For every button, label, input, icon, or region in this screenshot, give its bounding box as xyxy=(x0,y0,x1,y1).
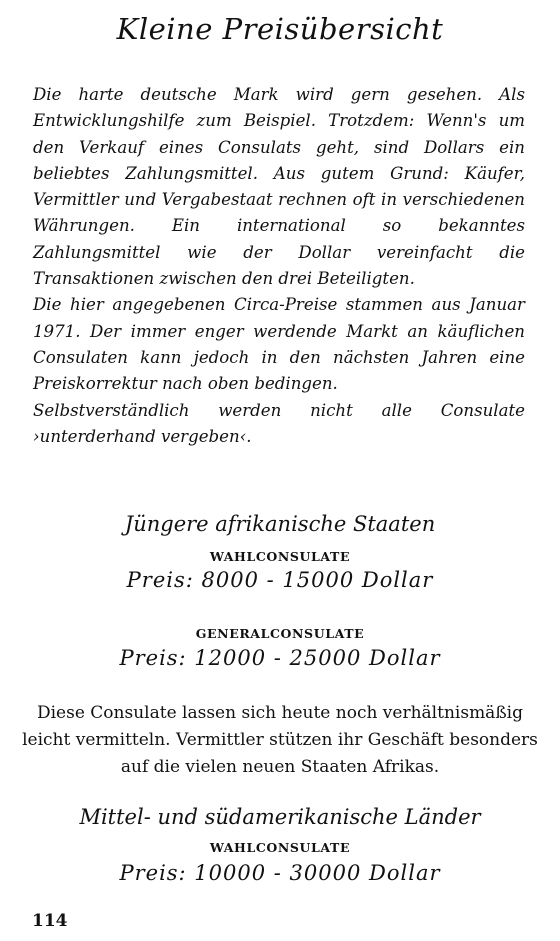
intro-text xyxy=(33,82,525,450)
price-generalconsulate-africa: Preis: 12000 - 25000 Dollar xyxy=(119,646,441,670)
section-heading-africa: Jüngere afrikanische Staaten xyxy=(124,512,436,536)
label-wahlconsulate-africa: WAHLCONSULATE xyxy=(209,549,351,564)
page-number: 114 xyxy=(32,911,68,931)
price-wahlconsulate-latin-america: Preis: 10000 - 30000 Dollar xyxy=(119,861,441,885)
price-wahlconsulate-africa: Preis: 8000 - 15000 Dollar xyxy=(126,568,434,592)
page-title: Kleine Preisübersicht xyxy=(116,12,444,46)
africa-note: Diese Consulate lassen sich heute noch verhältnismäßig leicht vermitteln. Vermittler stützen ihr Geschäft besonders auf die vielen neuen Staaten Afrikas. xyxy=(22,703,538,777)
intro-paragraph-2: Die hier angegebenen Circa-Preise stammen aus Januar 1971. Der immer enger werdende Markt an käuflichen Consulaten kann jedoch in den nächsten Jahren eine Preiskorrektur nach oben bedingen. xyxy=(33,295,525,394)
section-heading-latin-america: Mittel- und südamerikanische Länder xyxy=(79,805,481,829)
label-generalconsulate-africa: GENERALCONSULATE xyxy=(195,626,365,641)
label-wahlconsulate-latin-america: WAHLCONSULATE xyxy=(209,840,351,855)
intro-paragraph-1: Die harte deutsche Mark wird gern gesehen. Als Entwicklungshilfe zum Beispiel. Trotzdem: Wenn's um den Verkauf eines Consulats geht, sind Dollars ein beliebtes Zahlungsmittel. Aus gutem Grund: Käufer, Vermittler und Vergabestaat rechnen oft in verschiedenen Währungen. Ein international so bekanntes Zahlungsmittel wie der Dollar vereinfacht die Transaktionen zwischen den drei Beteiligten. xyxy=(33,85,525,289)
intro-paragraph-3: Selbstverständlich werden nicht alle Consulate ›unterderhand vergeben‹. xyxy=(33,400,525,446)
